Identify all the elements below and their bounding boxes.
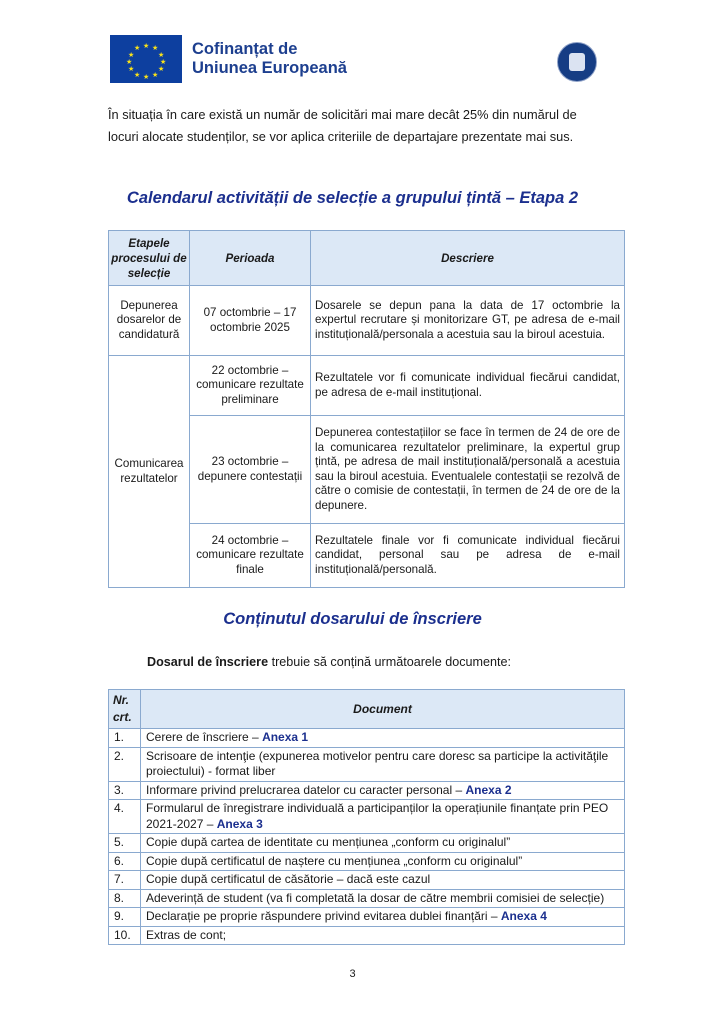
column-header-document: Document: [141, 690, 625, 729]
annex-label: Anexa 4: [500, 909, 547, 923]
period-cell: 22 octombrie – comunicare rezultate preliminare: [190, 356, 311, 416]
romanian-government-seal-icon: [557, 42, 597, 82]
row-number: 6.: [109, 852, 141, 871]
document-cell: [141, 781, 625, 800]
document-cell: [141, 908, 625, 927]
table-row: [109, 908, 625, 927]
dossier-intro: [147, 655, 511, 669]
table-header-row: [109, 690, 625, 729]
period-cell: 23 octombrie – depunere contestații: [190, 416, 311, 524]
table-row: [109, 889, 625, 908]
dossier-intro-rest: trebuie să conțină următoarele documente:: [268, 655, 512, 669]
document-text: Copie după certificatul de naștere cu mențiunea „conform cu originalul”: [146, 853, 523, 868]
row-number: 4.: [109, 800, 141, 834]
description-cell: Rezultatele finale vor fi comunicate individual fiecărui candidat, personal sau pe adresa de e-mail instituțională/personală.: [311, 524, 625, 588]
table-row: [109, 871, 625, 890]
eu-label-line2: Uniunea Europeană: [192, 58, 347, 77]
document-cell: [141, 834, 625, 853]
row-number: 7.: [109, 871, 141, 890]
document-cell: [141, 852, 625, 871]
calendar-title: Calendarul activității de selecție a grupului țintă – Etapa 2: [126, 189, 579, 207]
column-header-period: Perioada: [190, 231, 311, 286]
intro-paragraph: În situația în care există un număr de solicitări mai mare decât 25% din numărul de locuri alocate studenților, se vor aplica criteriile de departajare prezentate mai sus.: [108, 107, 577, 144]
dossier-title: Conținutul dosarului de înscriere: [223, 610, 482, 628]
column-header-description: Descriere: [311, 231, 625, 286]
column-header-nr: Nr. crt.: [109, 690, 141, 729]
eu-cofinancing-banner: [110, 33, 362, 84]
row-number: 5.: [109, 834, 141, 853]
table-header-row: [109, 231, 625, 286]
document-text: Formularul de înregistrare individuală a participanților la operațiunile finanțate prin PEO 2021-2027 –: [146, 801, 609, 831]
document-cell: [141, 871, 625, 890]
description-cell: Depunerea contestațiilor se face în termen de 24 de ore de la comunicarea rezultatelor preliminare, la expertul grup țintă, pe adresa de mail instituțională/personală a acestuia sau la biroul acestuia. Eventualele contestații se rezolvă de către o comisie de contestații, în termen de 24 de ore de la depunere.: [311, 416, 625, 524]
annex-label: Anexa 1: [262, 730, 309, 744]
description-cell: Dosarele se depun pana la data de 17 octombrie la expertul recrutare și monitorizare GT, pe adresa de e-mail instituțională/personala a acestuia sau la biroul acestuia.: [311, 286, 625, 356]
row-number: 2.: [109, 747, 141, 781]
description-cell: Rezultatele vor fi comunicate individual fiecărui candidat, pe adresa de e-mail instituțional.: [311, 356, 625, 416]
stage-cell: Depunerea dosarelor de candidatură: [109, 286, 190, 356]
eu-label: [192, 40, 347, 78]
table-row: [109, 747, 625, 781]
table-row: [109, 834, 625, 853]
row-number: 9.: [109, 908, 141, 927]
annex-label: Anexa 3: [216, 816, 263, 831]
table-row: [109, 852, 625, 871]
table-row: [109, 926, 625, 945]
document-text: Scrisoare de intenţie (expunerea motivelor pentru care doresc sa participe la activităţile proiectului) - format liber: [146, 748, 609, 778]
stage-cell: Comunicarea rezultatelor: [109, 356, 190, 588]
row-number: 10.: [109, 926, 141, 945]
document-text: Cerere de înscriere –: [146, 730, 263, 744]
document-cell: [141, 889, 625, 908]
table-row: [109, 356, 625, 416]
document-text: Adeverință de student (va fi completată la dosar de către membrii comisiei de selecție): [146, 890, 605, 905]
document-text: Copie după cartea de identitate cu mențiunea „conform cu originalul”: [146, 835, 511, 849]
document-cell: [141, 926, 625, 945]
document-text: Declarație pe proprie răspundere privind evitarea dublei finanțări –: [146, 909, 501, 923]
table-row: [109, 800, 625, 834]
row-number: 8.: [109, 889, 141, 908]
document-cell: [141, 800, 625, 834]
document-text: Informare privind prelucrarea datelor cu caracter personal –: [146, 782, 466, 797]
annex-label: Anexa 2: [465, 782, 512, 797]
period-cell: 07 octombrie – 17 octombrie 2025: [190, 286, 311, 356]
period-cell: 24 octombrie – comunicare rezultate finale: [190, 524, 311, 588]
documents-table: [108, 689, 625, 945]
table-row: [109, 781, 625, 800]
page-number: 3: [349, 968, 356, 980]
dossier-intro-bold: Dosarul de înscriere: [147, 655, 269, 669]
table-row: [109, 286, 625, 356]
eu-flag-icon: ★ ★ ★ ★ ★ ★ ★ ★ ★ ★ ★ ★: [110, 35, 182, 83]
row-number: 3.: [109, 781, 141, 800]
row-number: 1.: [109, 729, 141, 748]
column-header-stage: Etapele procesului de selecție: [109, 231, 190, 286]
document-cell: [141, 729, 625, 748]
table-row: [109, 729, 625, 748]
eu-label-line1: Cofinanțat de: [192, 39, 298, 58]
calendar-table: [108, 230, 625, 588]
document-text: Extras de cont;: [146, 927, 227, 942]
document-text: Copie după certificatul de căsătorie – dacă este cazul: [146, 872, 431, 886]
document-cell: [141, 747, 625, 781]
